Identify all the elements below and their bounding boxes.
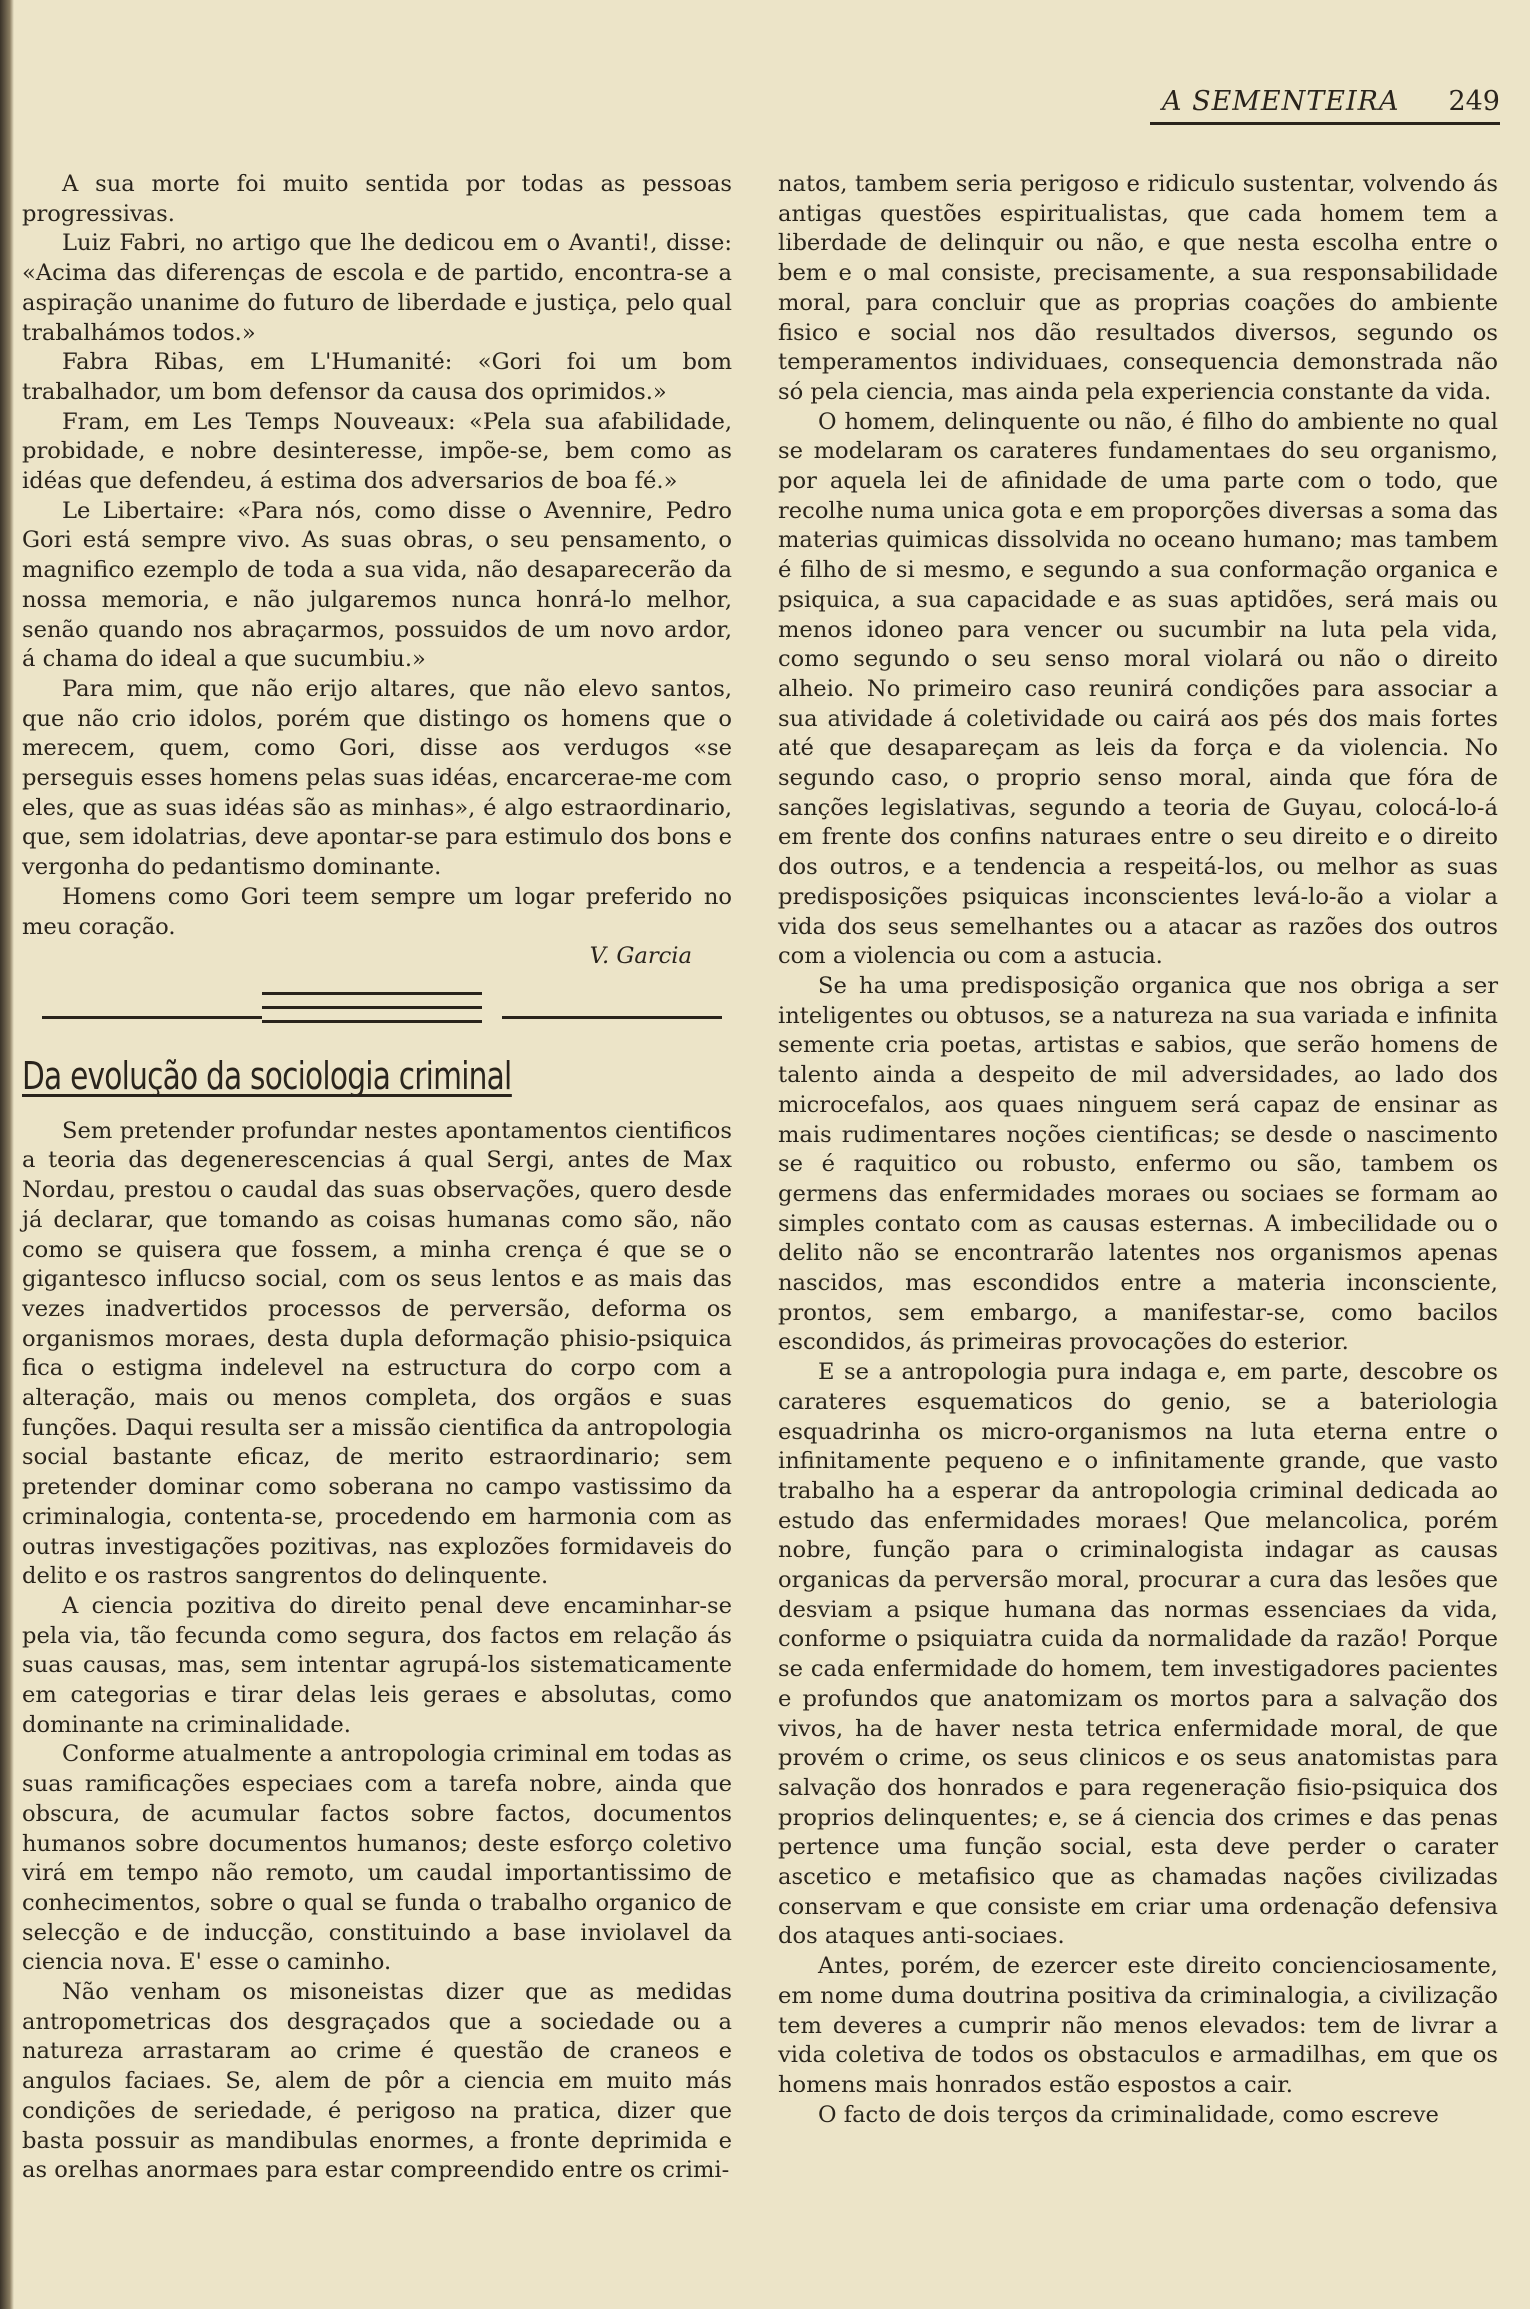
paragraph: Fram, em Les Temps Nouveaux: «Pela sua afabilidade, probidade, e nobre desinteresse, impõe-se, bem como as idéas que defendeu, á estima dos adversarios de boa fé.» — [22, 408, 732, 495]
obituary-text — [22, 170, 732, 942]
paragraph: Le Libertaire: «Para nós, como disse o Avennire, Pedro Gori está sempre vivo. As suas obras, o seu pensamento, o magnifico ezemplo de toda a sua vida, não desaparecerão da nossa memoria, e não julgaremos nunca honrá-lo melhor, senão quando nos abraçarmos, possuidos de um novo ardor, á chama do ideal a que sucumbiu.» — [22, 497, 732, 673]
divider-rule-left — [42, 1016, 262, 1019]
article-text — [22, 1117, 732, 2186]
paragraph: natos, tambem seria perigoso e ridiculo sustentar, volvendo ás antigas questões espiritualistas, que cada homem tem a liberdade de delinquir ou não, e que nesta escolha entre o bem e o mal consiste, precisamente, a sua responsabilidade moral, para concluir que as proprias coações do ambiente fisico e social nos dão resultados diversos, segundo os temperamentos individuaes, consequencia demonstrada não só pela ciencia, mas ainda pela experiencia constante da vida. — [778, 171, 1498, 405]
divider-rule-center-mid — [262, 1006, 482, 1009]
divider-rule-right — [502, 1016, 722, 1019]
author-signature: V. Garcia — [589, 943, 692, 970]
paragraph: Luiz Fabri, no artigo que lhe dedicou em o Avanti!, disse: «Acima das diferenças de escola e de partido, encontra-se a aspiração unanime do futuro de liberdade e justiça, pelo qual trabalhámos todos.» — [22, 230, 732, 346]
right-column — [778, 170, 1498, 2130]
paragraph: Sem pretender profundar nestes apontamentos cientificos a teoria das degenerescencias á qual Sergi, antes de Max Nordau, prestou o caudal das suas observações, quero desde já declarar, que tomando as coisas humanas como são, não como se quisera que fossem, a minha crença é que se o gigantesco influcso social, com os seus lentos e as mais das vezes inadvertidos processos de perversão, deforma os organismos moraes, desta dupla deformação phisio-psiquica fica o estigma indelevel na estructura do corpo com a alteração, mais ou menos completa, dos orgãos e suas funções. Daqui resulta ser a missão cientifica da antropologia social bastante eficaz, de merito estraordinario; sem pretender dominar como soberana no campo vastissimo da criminalogia, contenta-se, procedendo em harmonia com as outras investigações pozitivas, nas explozões formidaveis do delito e os rastros sangrentos do delinquente. — [22, 1117, 732, 1590]
paragraph: O facto de dois terços da criminalidade, como escreve — [818, 2101, 1439, 2128]
paragraph: E se a antropologia pura indaga e, em parte, descobre os carateres esquematicos do genio, se a bateriologia esquadrinha os micro-organismos na luta eterna entre o infinitamente pequeno e o infinitamente grande, que vasto trabalho ha a esperar da antropologia criminal dedicada ao estudo das enfermidades moraes! Que melancolica, porém nobre, função para o criminalogista indagar as causas organicas da perversão moral, procurar a cura das lesões que desviam a psique humana das normas essenciaes da vida, conforme o psiquiatra cuida da normalidade da razão! Porque se cada enfermidade do homem, tem investigadores pacientes e profundos que anatomizam os mortos para a salvação dos vivos, ha de haver nesta tetrica enfermidade moral, de que provém o crime, os seus clinicos e os seus anatomistas para salvação dos honrados e para regeneração fisio-psiquica dos proprios delinquentes; e, se á ciencia dos crimes e das penas pertence uma função social, esta deve perder o carater ascetico e metafisico que as chamadas nações civilizadas conservam e que consiste em criar uma ordenação defensiva dos ataques anti-sociaes. — [778, 1359, 1498, 1950]
paragraph: Para mim, que não erijo altares, que não elevo santos, que não crio idolos, porém que distingo os homens que o merecem, quem, como Gori, disse aos verdugos «se perseguis esses homens pelas suas idéas, encarcerae-me com eles, que as suas idéas são as minhas», é algo estraordinario, que, sem idolatrias, deve apontar-se para estimulo dos bons e vergonha do pedantismo dominante. — [22, 675, 732, 881]
section-divider — [22, 992, 732, 1032]
section-title: Da evolução da sociologia criminal — [22, 1053, 512, 1098]
paragraph: Não venham os misoneistas dizer que as medidas antropometricas dos desgraçados que a sociedade ou a natureza arrastaram ao crime é questão de craneos e angulos faciaes. Se, alem de pôr a ciencia em muito más condições de seriedade, é perigoso na pratica, dizer que basta possuir as mandibulas enormes, a fronte deprimida e as orelhas anormaes para estar compreendido entre os crimi- — [22, 1979, 732, 2184]
paragraph: O homem, delinquente ou não, é filho do ambiente no qual se modelaram os carateres fundamentaes do seu organismo, por aquela lei de afinidade de uma parte com o todo, que recolhe numa unica gota e em proporções diversas a soma das materias quimicas dissolvida no oceano humano; mas tambem é filho de si mesmo, e segundo a sua conformação organica e psiquica, a sua capacidade e as suas aptidões, será mais ou menos idoneo para vencer ou sucumbir na luta pela vida, como segundo o seu senso moral violará ou não o direito alheio. No primeiro caso reunirá condições para associar a sua atividade á coletividade ou cairá aos pés dos mais fortes até que desapareçam as leis da força e da violencia. No segundo caso, o proprio senso moral, ainda que fóra de sanções legislativas, segundo a teoria de Guyau, colocá-lo-á em frente dos confins naturaes entre o seu direito e o direito dos outros, e a tendencia a respeitá-los, ou melhor as suas predisposições psiquicas inconscientes levá-lo-ão a violar a vida dos seus semelhantes ou a atacar as razões dos outros com a violencia ou com a astucia. — [778, 408, 1498, 970]
paragraph: Conforme atualmente a antropologia criminal em todas as suas ramificações especiaes com a tarefa nobre, ainda que obscura, de acumular factos sobre factos, documentos humanos sobre documentos humanos; deste esforço coletivo virá em tempo não remoto, um caudal importantissimo de conhecimentos, sobre o qual se funda o trabalho organico de selecção e de inducção, constituindo a base inviolavel da ciencia nova. E' esse o caminho. — [22, 1741, 732, 1976]
page-binding-edge — [0, 0, 14, 2309]
paragraph: A ciencia pozitiva do direito penal deve encaminhar-se pela via, tão fecunda como segura, dos factos em relação ás suas causas, mas, sem intentar agrupá-los sistematicamente em categorias e tirar delas leis geraes e absolutas, como dominante na criminalidade. — [22, 1592, 732, 1738]
page-number: 249 — [1448, 86, 1500, 117]
paragraph: A sua morte foi muito sentida por todas as pessoas progressivas. — [22, 171, 732, 227]
paragraph: Homens como Gori teem sempre um logar preferido no meu coração. — [22, 883, 732, 940]
running-header — [1150, 86, 1500, 125]
paragraph: Se ha uma predisposição organica que nos obriga a ser inteligentes ou obtusos, se a natureza na sua variada e infinita semente cria poetas, artistas e sabios, que serão homens de talento ainda a despeito de mil adversidades, ao lado dos microcefalos, aos quaes ninguem será capaz de ensinar as mais rudimentares noções cientificas; se desde o nascimento se é raquitico ou robusto, enfermo ou são, tambem os germens das enfermidades moraes ou sociaes se formam ao simples contato com as causas esternas. A imbecilidade ou o delito não se encontrarão latentes nos organismos apenas nascidos, mas escondidos entre a materia inconsciente, prontos, sem embargo, a manifestar-se, como bacilos escondidos, ás primeiras provocações do esterior. — [778, 972, 1498, 1356]
paragraph: Antes, porém, de ezercer este direito concienciosamente, em nome duma doutrina positiva da criminalogia, a civilização tem deveres a cumprir não menos elevados: tem de livrar a vida coletiva de todos os obstaculos e armadilhas, em que os homens mais honrados estão espostos a cair. — [778, 1953, 1498, 2098]
journal-title: A SEMENTEIRA — [1162, 86, 1400, 117]
paragraph: Fabra Ribas, em L'Humanité: «Gori foi um bom trabalhador, um bom defensor da causa dos oprimidos.» — [22, 349, 732, 405]
left-column — [22, 170, 732, 2186]
divider-rule-center-bottom — [262, 1020, 482, 1023]
divider-rule-center-top — [262, 992, 482, 995]
article-continuation — [778, 170, 1498, 2130]
